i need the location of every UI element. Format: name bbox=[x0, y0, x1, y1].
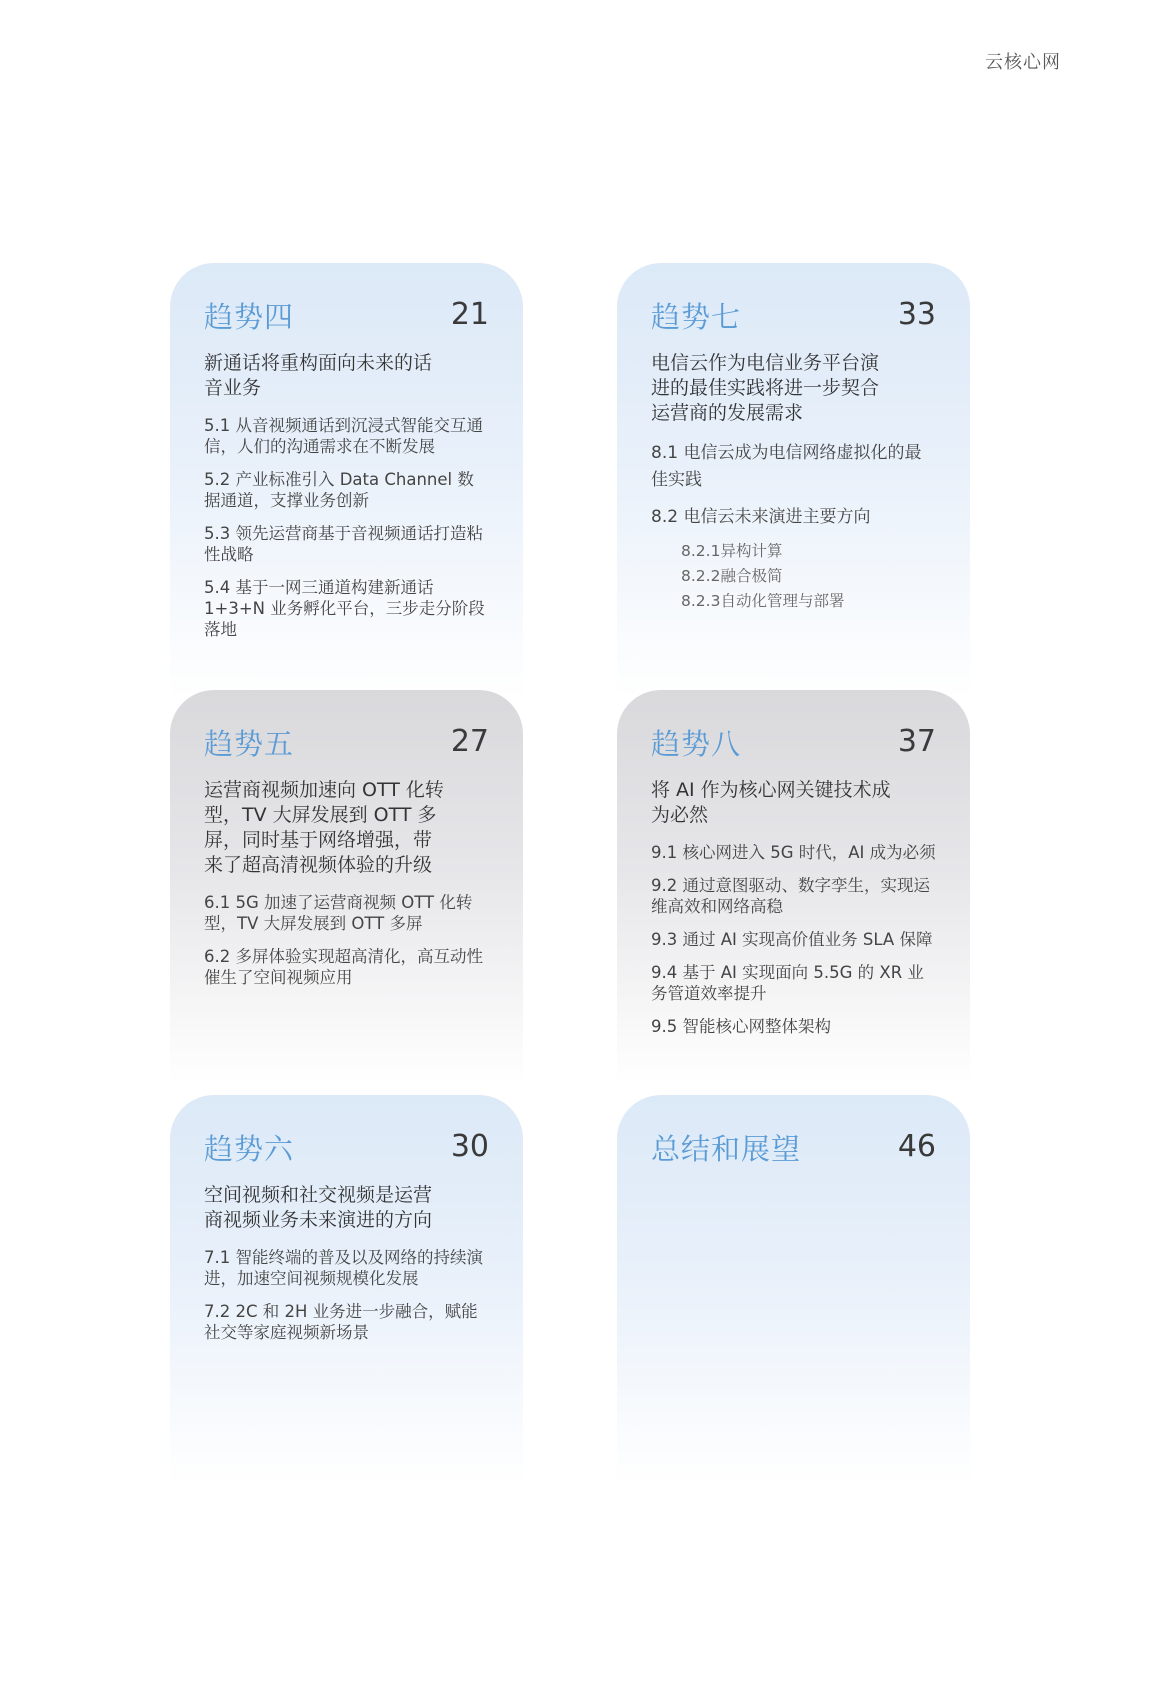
card-title: 趋势五 bbox=[204, 727, 295, 761]
card-title: 趋势八 bbox=[651, 727, 742, 761]
card-page-number: 21 bbox=[450, 297, 489, 332]
card-title: 总结和展望 bbox=[651, 1132, 802, 1166]
card-page-number: 37 bbox=[897, 724, 936, 759]
card-page-number: 33 bbox=[897, 297, 936, 332]
toc-subitem-8-2-2[interactable]: 8.2.2融合极简 bbox=[681, 567, 783, 585]
document-header-title: 云核心网 bbox=[985, 52, 1061, 73]
toc-item-9-3[interactable]: 9.3 通过 AI 实现高价值业务 SLA 保障 bbox=[651, 930, 933, 949]
toc-item-5-2[interactable]: 5.2 产业标准引入 Data Channel 数据通道，支撑业务创新 bbox=[204, 470, 474, 510]
card-subtitle: 将 AI 作为核心网关键技术成为必然 bbox=[651, 779, 891, 826]
toc-item-8-1[interactable]: 8.1 电信云成为电信网络虚拟化的最佳实践 bbox=[651, 443, 922, 490]
toc-card-trend-5[interactable] bbox=[170, 690, 523, 1085]
card-subtitle: 运营商视频加速向 OTT 化转型，TV 大屏发展到 OTT 多屏，同时基于网络增强，带来了超高清视频体验的升级 bbox=[204, 779, 444, 876]
card-title: 趋势七 bbox=[651, 300, 742, 334]
toc-item-5-4[interactable]: 5.4 基于一网三通道构建新通话 1+3+N 业务孵化平台，三步走分阶段落地 bbox=[204, 578, 485, 639]
toc-card-trend-4[interactable] bbox=[170, 263, 523, 700]
toc-item-9-2[interactable]: 9.2 通过意图驱动、数字孪生，实现运维高效和网络高稳 bbox=[651, 876, 930, 916]
card-page-number: 46 bbox=[897, 1129, 936, 1164]
toc-item-6-2[interactable]: 6.2 多屏体验实现超高清化，高互动性催生了空间视频应用 bbox=[204, 947, 483, 987]
toc-card-summary[interactable] bbox=[617, 1095, 970, 1485]
toc-item-7-2[interactable]: 7.2 2C 和 2H 业务进一步融合，赋能社交等家庭视频新场景 bbox=[204, 1302, 478, 1342]
toc-item-8-2[interactable]: 8.2 电信云未来演进主要方向 bbox=[651, 507, 871, 527]
card-title: 趋势四 bbox=[204, 300, 295, 334]
card-title: 趋势六 bbox=[204, 1132, 295, 1166]
toc-card-trend-8[interactable] bbox=[617, 690, 970, 1085]
toc-subitem-8-2-1[interactable]: 8.2.1异构计算 bbox=[681, 542, 783, 560]
toc-item-9-4[interactable]: 9.4 基于 AI 实现面向 5.5G 的 XR 业务管道效率提升 bbox=[651, 963, 924, 1003]
card-page-number: 27 bbox=[450, 724, 489, 759]
toc-subitem-8-2-3[interactable]: 8.2.3自动化管理与部署 bbox=[681, 592, 845, 610]
card-page-number: 30 bbox=[450, 1129, 489, 1164]
toc-item-5-1[interactable]: 5.1 从音视频通话到沉浸式智能交互通信，人们的沟通需求在不断发展 bbox=[204, 416, 483, 456]
card-subtitle: 新通话将重构面向未来的话音业务 bbox=[204, 352, 433, 399]
toc-item-6-1[interactable]: 6.1 5G 加速了运营商视频 OTT 化转型，TV 大屏发展到 OTT 多屏 bbox=[204, 893, 473, 933]
toc-item-5-3[interactable]: 5.3 领先运营商基于音视频通话打造粘性战略 bbox=[204, 524, 483, 564]
toc-card-trend-6[interactable] bbox=[170, 1095, 523, 1485]
toc-item-9-1[interactable]: 9.1 核心网进入 5G 时代，AI 成为必须 bbox=[651, 843, 936, 862]
toc-item-7-1[interactable]: 7.1 智能终端的普及以及网络的持续演进，加速空间视频规模化发展 bbox=[204, 1248, 483, 1288]
toc-item-9-5[interactable]: 9.5 智能核心网整体架构 bbox=[651, 1017, 831, 1036]
card-subtitle: 空间视频和社交视频是运营商视频业务未来演进的方向 bbox=[204, 1184, 433, 1231]
toc-card-trend-7[interactable] bbox=[617, 263, 970, 700]
card-subtitle: 电信云作为电信业务平台演进的最佳实践将进一步契合运营商的发展需求 bbox=[651, 352, 880, 424]
